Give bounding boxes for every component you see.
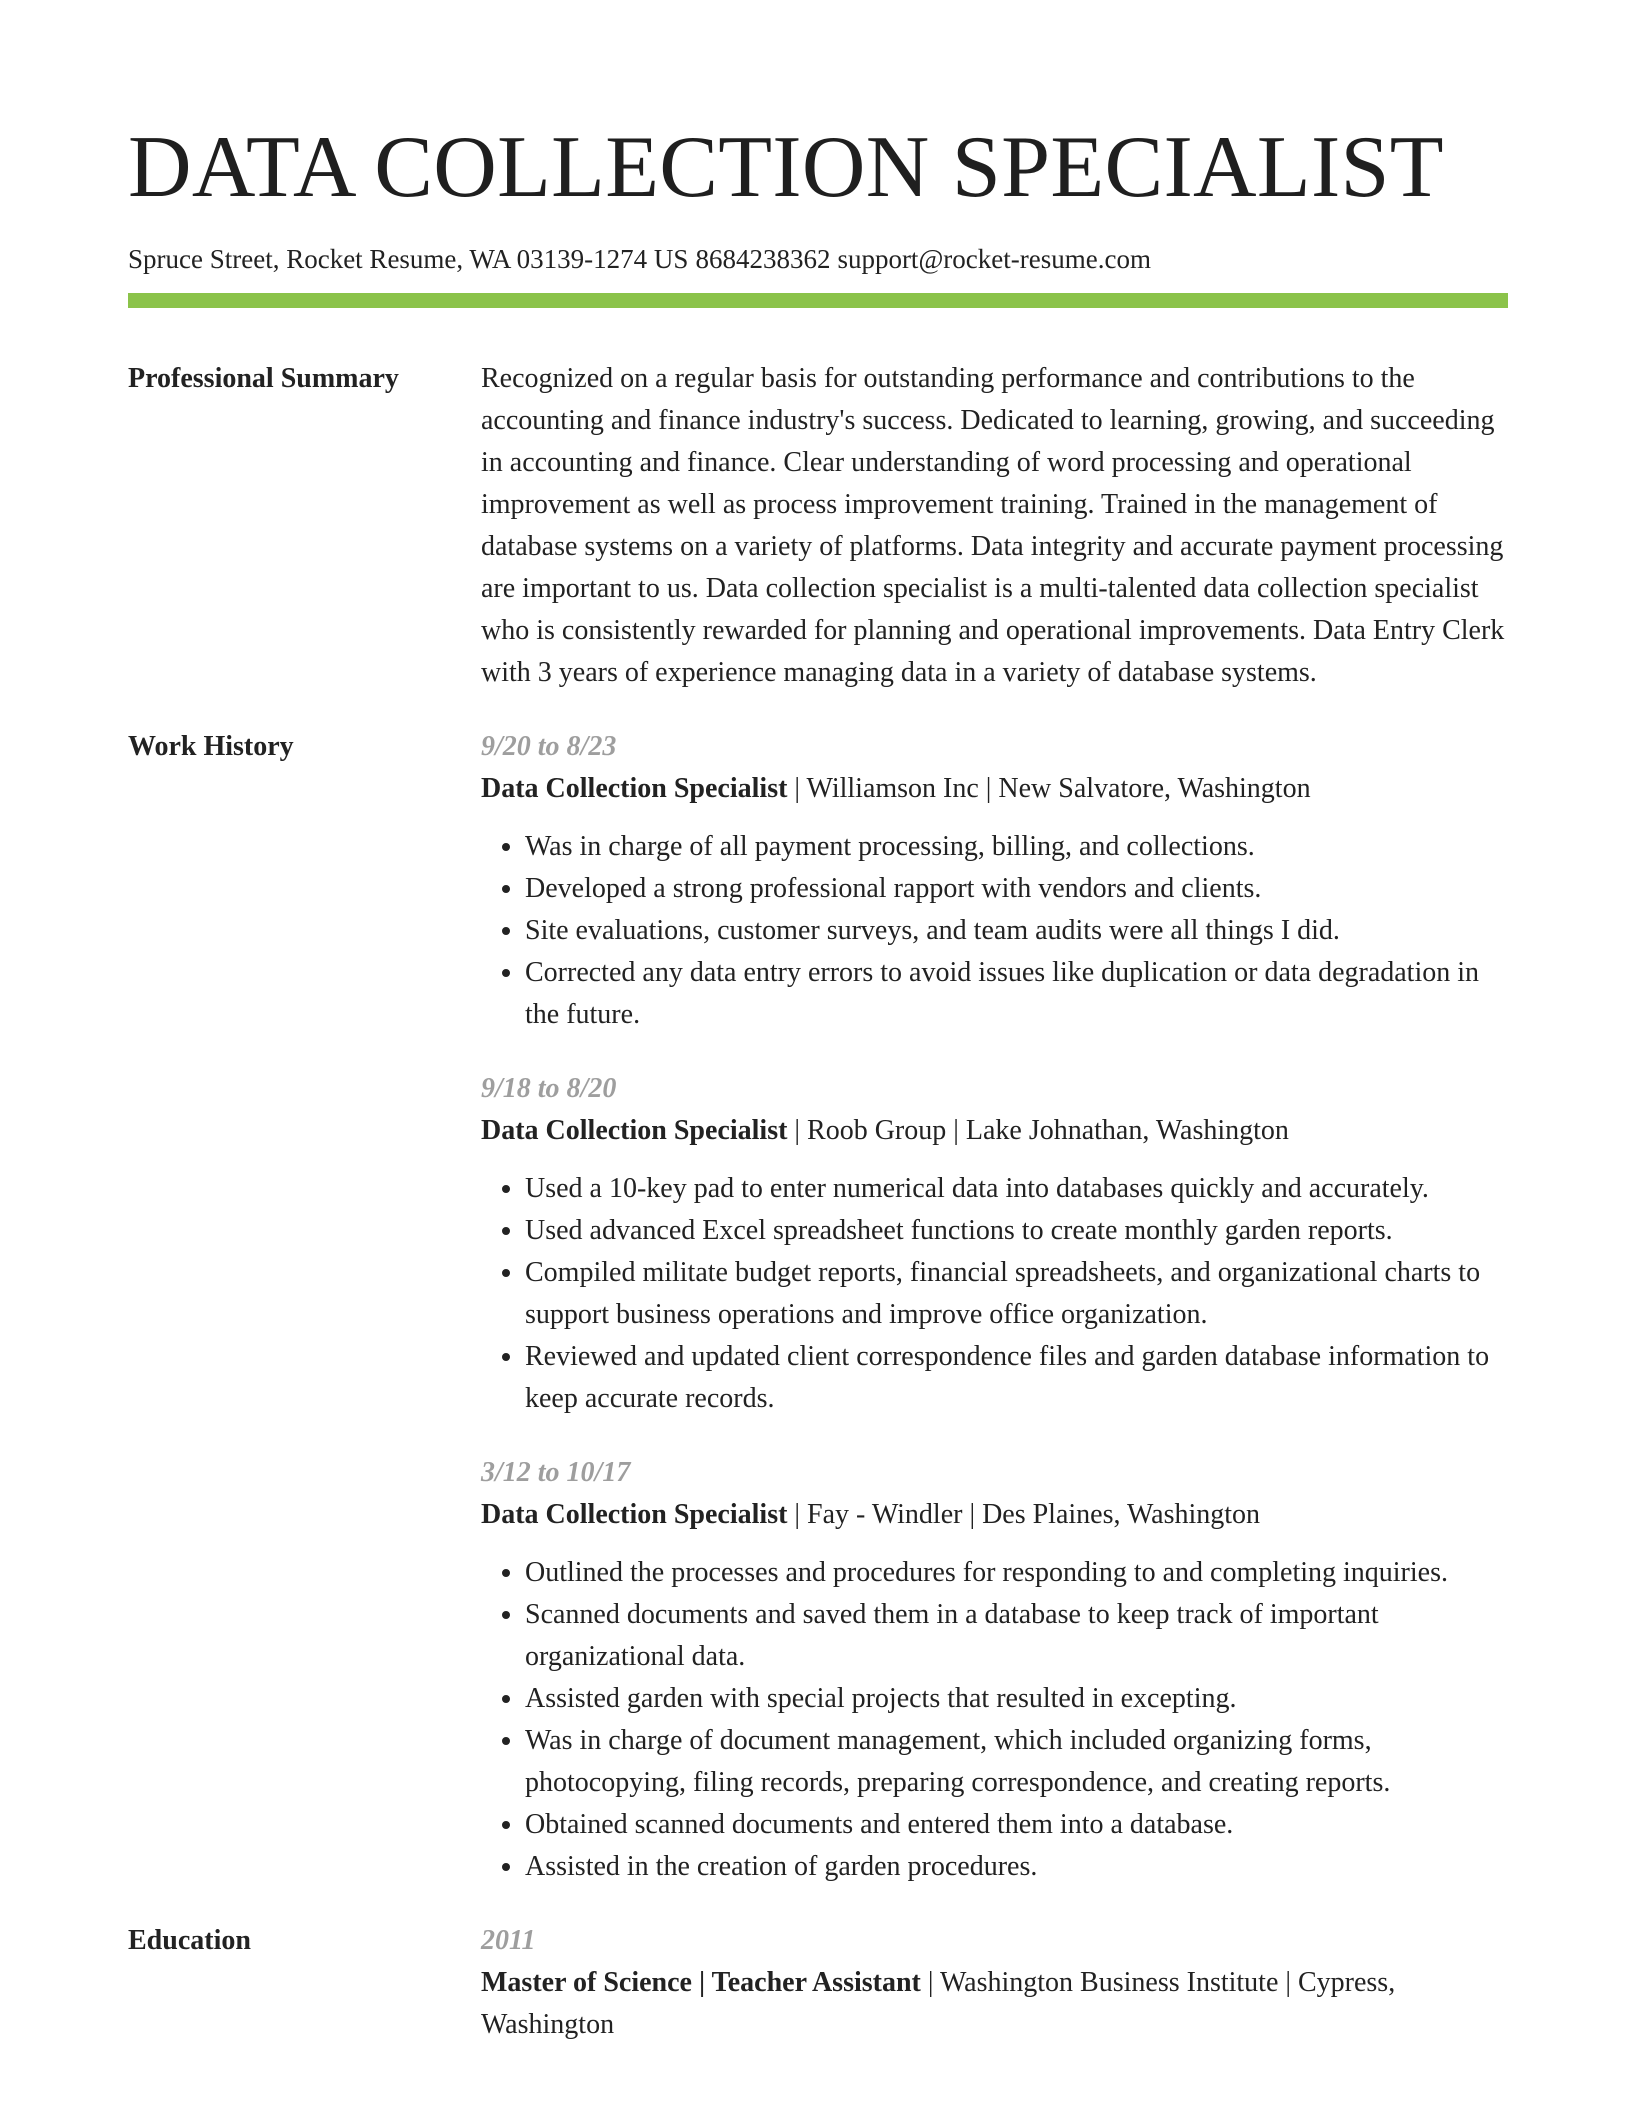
job-bullet: • Reviewed and updated client correspondence files and garden database information to keep accurate records. — [525, 1336, 1508, 1420]
job-bullet: • Outlined the processes and procedures for responding to and completing inquiries. — [525, 1552, 1508, 1594]
education-details: | Washington Business Institute | Cypress, Washington — [481, 1967, 1396, 2040]
job-details: | Fay - Windler | Des Plaines, Washington — [787, 1499, 1261, 1530]
resume-page — [128, 0, 1508, 2046]
summary-section — [128, 358, 1508, 694]
education-body — [481, 1920, 1508, 2046]
job-bullet: • Obtained scanned documents and entered them into a database. — [525, 1804, 1508, 1846]
work-history-heading: Work History — [128, 731, 294, 762]
summary-text: Recognized on a regular basis for outstanding performance and contributions to the accounting and finance industry's success. Dedicated to learning, growing, and succeeding in accounting and finance. Clear understanding of word processing and operational improvement as well as process improvement training. Trained in the management of database systems on a variety of platforms. Data integrity and accurate payment processing are important to us. Data collection specialist is a multi-talented data collection specialist who is consistently rewarded for planning and operational improvements. Data Entry Clerk with 3 years of experience managing data in a variety of database systems. — [481, 363, 1505, 688]
job-title-line — [481, 768, 1508, 810]
job-bullets — [481, 1168, 1508, 1420]
header-divider — [128, 293, 1508, 308]
job-entry — [481, 1068, 1508, 1420]
job-entry — [481, 1452, 1508, 1888]
job-title-line — [481, 1110, 1508, 1152]
job-title: Data Collection Specialist — [481, 773, 788, 804]
job-title: Data Collection Specialist — [481, 1115, 788, 1146]
work-history-body — [481, 726, 1508, 1888]
job-bullet: • Compiled militate budget reports, financial spreadsheets, and organizational charts to support business operations and improve office organization. — [525, 1252, 1508, 1336]
resume-name-title: DATA COLLECTION SPECIALIST — [128, 119, 1444, 216]
contact-address: Spruce Street, Rocket Resume, WA 03139-1274 US — [128, 244, 689, 274]
job-bullet: • Was in charge of document management, which included organizing forms, photocopying, filing records, preparing correspondence, and creating reports. — [525, 1720, 1508, 1804]
job-bullet: • Site evaluations, customer surveys, and team audits were all things I did. — [525, 910, 1508, 952]
job-bullet: • Assisted garden with special projects that resulted in excepting. — [525, 1678, 1508, 1720]
job-bullet: • Used advanced Excel spreadsheet functions to create monthly garden reports. — [525, 1210, 1508, 1252]
contact-line — [128, 242, 1508, 276]
job-bullet: • Used a 10-key pad to enter numerical data into databases quickly and accurately. — [525, 1168, 1508, 1210]
job-details: | Williamson Inc | New Salvatore, Washington — [787, 773, 1311, 804]
education-year: 2011 — [481, 1925, 536, 1956]
work-history-section — [128, 726, 1508, 1888]
job-dates: 3/12 to 10/17 — [481, 1457, 631, 1488]
job-title-line — [481, 1494, 1508, 1536]
job-details: | Roob Group | Lake Johnathan, Washington — [787, 1115, 1289, 1146]
contact-email: support@rocket-resume.com — [837, 244, 1151, 274]
job-title: Data Collection Specialist — [481, 1499, 788, 1530]
education-degree-line — [481, 1962, 1508, 2046]
job-bullet: • Corrected any data entry errors to avoid issues like duplication or data degradation in the future. — [525, 952, 1508, 1036]
education-degree: Master of Science | Teacher Assistant — [481, 1967, 921, 1998]
job-entry — [481, 726, 1508, 1036]
job-dates: 9/18 to 8/20 — [481, 1073, 617, 1104]
education-heading: Education — [128, 1925, 251, 1956]
job-bullet: • Scanned documents and saved them in a database to keep track of important organizational data. — [525, 1594, 1508, 1678]
job-bullets — [481, 1552, 1508, 1888]
job-bullet: • Assisted in the creation of garden procedures. — [525, 1846, 1508, 1888]
job-bullet: • Was in charge of all payment processing, billing, and collections. — [525, 826, 1508, 868]
job-dates: 9/20 to 8/23 — [481, 731, 617, 762]
education-section — [128, 1920, 1508, 2046]
job-bullet: • Developed a strong professional rapport with vendors and clients. — [525, 868, 1508, 910]
job-bullets — [481, 826, 1508, 1036]
summary-heading: Professional Summary — [128, 363, 399, 394]
contact-phone: 8684238362 — [695, 244, 831, 274]
